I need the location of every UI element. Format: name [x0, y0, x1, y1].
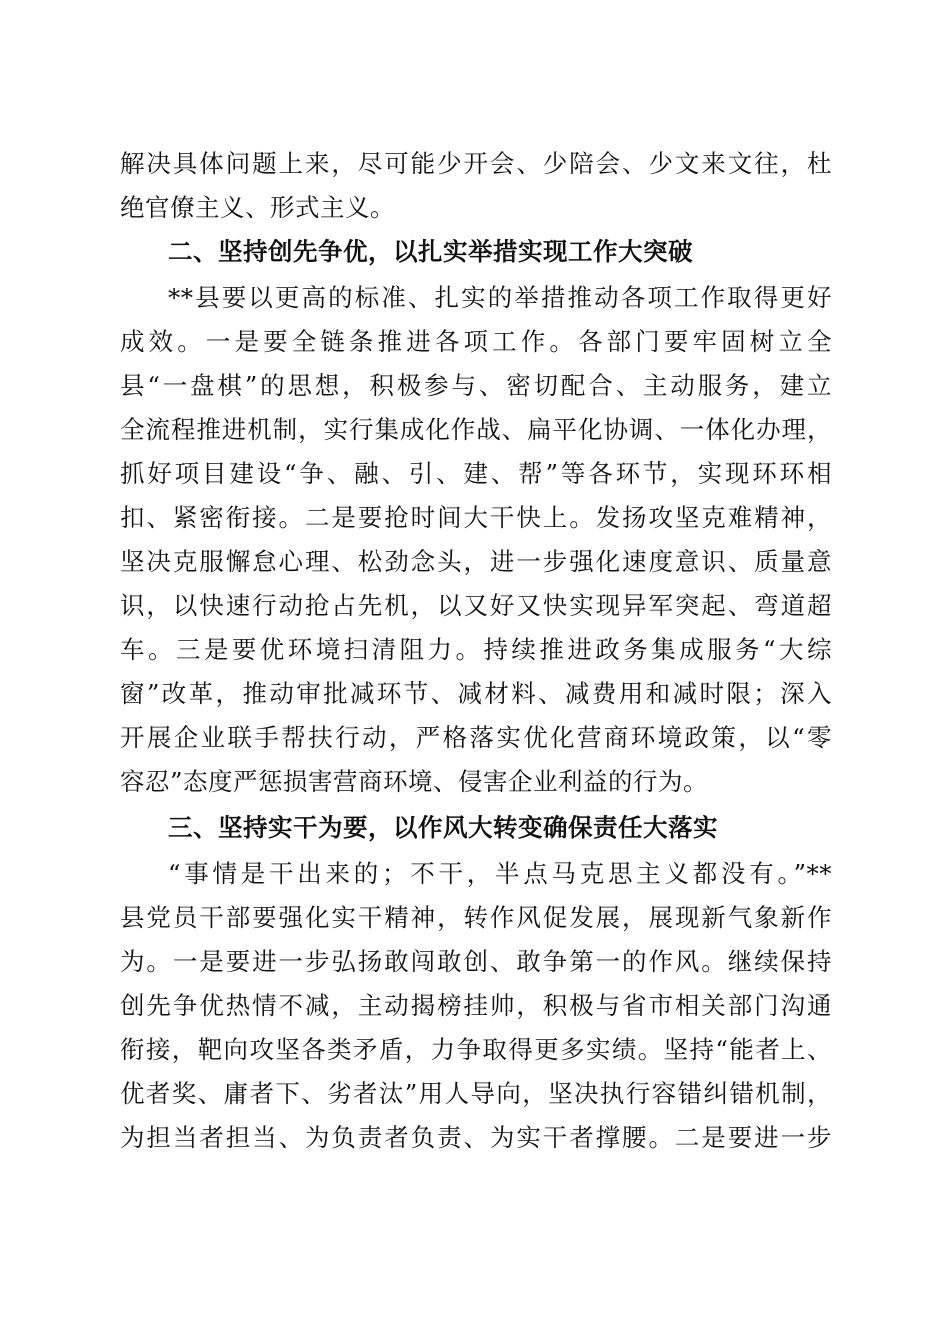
paragraph-1-line-1: 解决具体问题上来，尽可能少开会、少陪会、少文来文往，杜	[120, 149, 832, 178]
paragraph-3-line-6: 优者奖、庸者下、劣者汰”用人导向，坚决执行容错纠错机制，	[120, 1079, 832, 1108]
paragraph-2-line-12: 容忍”态度严惩损害营商环境、侵害企业利益的行为。	[120, 767, 709, 796]
paragraph-2-line-6: 扣、紧密衔接。二是要抢时间大干快上。发扬攻坚克难精神，	[120, 503, 832, 532]
paragraph-3-line-3: 为。一是要进一步弘扬敢闯敢创、敢争第一的作风。继续保持	[120, 947, 832, 976]
paragraph-2-line-5: 抓好项目建设“争、融、引、建、帮”等各环节，实现环环相	[120, 459, 832, 488]
paragraph-2-line-11: 开展企业联手帮扶行动，严格落实优化营商环境政策，以“零	[120, 723, 832, 752]
paragraph-3-line-7: 为担当者担当、为负责者负责、为实干者撑腰。二是要进一步	[120, 1123, 832, 1152]
paragraph-2-line-8: 识，以快速行动抢占先机，以又好又快实现异军突起、弯道超	[120, 591, 832, 620]
paragraph-3-line-1: “事情是干出来的；不干，半点马克思主义都没有。”**	[168, 859, 832, 888]
paragraph-2-line-3: 县“一盘棋”的思想，积极参与、密切配合、主动服务，建立	[120, 371, 832, 400]
paragraph-2-line-9: 车。三是要优环境扫清阻力。持续推进政务集成服务“大综	[120, 635, 832, 664]
paragraph-3-line-2: 县党员干部要强化实干精神，转作风促发展，展现新气象新作	[120, 903, 832, 932]
section-heading-3: 三、坚持实干为要，以作风大转变确保责任大落实	[168, 813, 718, 842]
section-heading-2: 二、坚持创先争优，以扎实举措实现工作大突破	[168, 237, 693, 266]
paragraph-2-line-10: 窗”改革，推动审批减环节、减材料、减费用和减时限；深入	[120, 679, 832, 708]
paragraph-2-line-1: **县要以更高的标准、扎实的举措推动各项工作取得更好	[168, 283, 832, 312]
paragraph-2-line-4: 全流程推进机制，实行集成化作战、扁平化协调、一体化办理，	[120, 415, 832, 444]
paragraph-3-line-4: 创先争优热情不减，主动揭榜挂帅，积极与省市相关部门沟通	[120, 991, 832, 1020]
paragraph-2-line-2: 成效。一是要全链条推进各项工作。各部门要牢固树立全	[120, 327, 832, 356]
paragraph-2-line-7: 坚决克服懈怠心理、松劲念头，进一步强化速度意识、质量意	[120, 547, 832, 576]
paragraph-3-line-5: 衔接，靶向攻坚各类矛盾，力争取得更多实绩。坚持“能者上、	[120, 1035, 832, 1064]
paragraph-1-line-2: 绝官僚主义、形式主义。	[120, 193, 395, 222]
